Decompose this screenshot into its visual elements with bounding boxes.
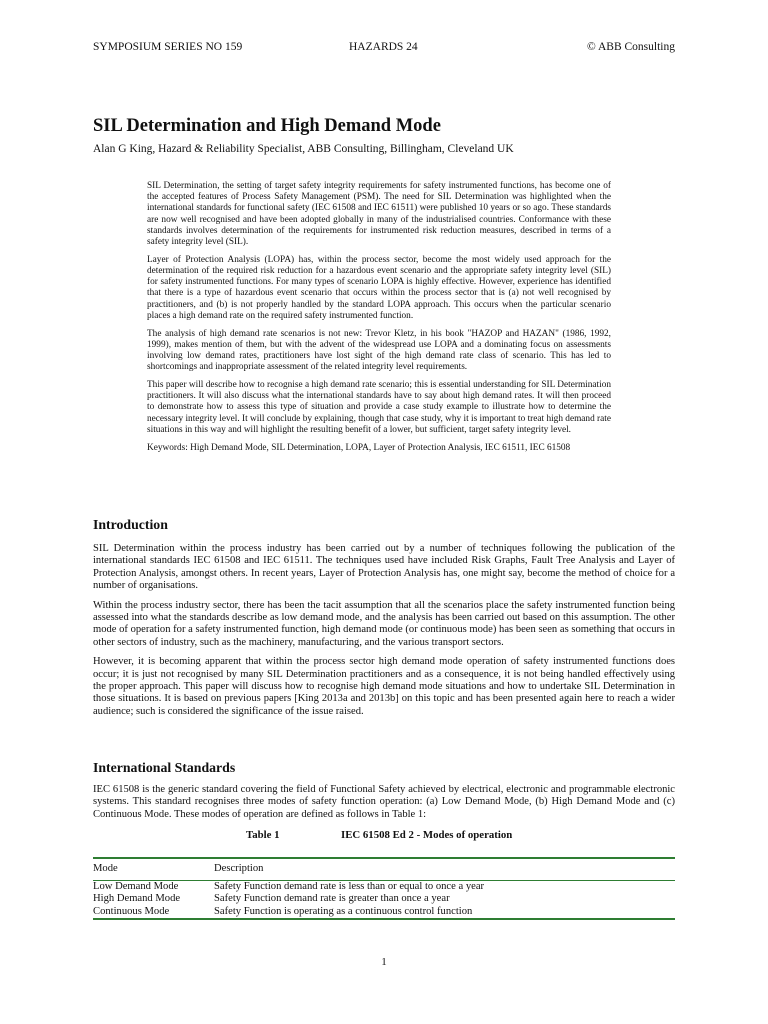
page-number: 1 [381,956,387,968]
header-conference: HAZARDS 24 [349,41,418,53]
abstract-paragraph: SIL Determination, the setting of target safety integrity requirements for safety instrumented functions, has become one of the accepted features of Process Safety Management (PSM). The need for SIL Determination was highlighted when the international standards for functional safety (IEC 61508 and IEC 61511) were published 10 years or so ago. These standards are now well recognised and have been adopted globally in many of the industrialised countries. Conformance with these standards involves determination of the requirements for instrumented risk reduction measures, described in terms of a safety integrity level (SIL). [147,181,611,248]
running-header [93,41,675,53]
header-copyright: © ABB Consulting [587,41,675,53]
body-paragraph: However, it is becoming apparent that within the process sector high demand mode operation of safety instrumented functions does occur; it is just not recognised by many SIL Determination practitioners and as a consequence, it is not being handled effectively using the proper approach. This paper will discuss how to recognise high demand mode situations and how to undertake SIL Determination in those situations. It is based on previous papers [King 2013a and 2013b] on this topic and has been presented again here to reach a wider audience; such is considered the significance of the issue raised. [93,656,675,717]
table-row [93,906,675,919]
column-header-mode: Mode [93,863,118,874]
introduction-body [93,543,675,725]
table-title: IEC 61508 Ed 2 - Modes of operation [341,829,513,841]
column-header-description: Description [214,863,264,874]
section-heading-introduction: Introduction [93,517,168,532]
table-row [93,881,675,894]
abstract [147,181,611,461]
international-standards-body [93,784,675,828]
abstract-paragraph: The analysis of high demand rate scenarios is not new: Trevor Kletz, in his book "HAZOP and HAZAN" (1986, 1992, 1999), makes mention of them, but with the advent of the widespread use LOPA and a dominating focus on assessments involving low demand rates, practitioners have lost sight of the high demand rate class of scenario. This has led to shortcomings and inappropriate assessment of the related integrity level requirements. [147,328,611,373]
paper-title: SIL Determination and High Demand Mode [93,116,441,136]
author-line: Alan G King, Hazard & Reliability Specialist, ABB Consulting, Billingham, Cleveland UK [93,143,514,155]
table-number: Table 1 [246,829,280,841]
cell-mode: Continuous Mode [93,905,170,917]
keywords: Keywords: High Demand Mode, SIL Determination, LOPA, Layer of Protection Analysis, IEC 61511, IEC 61508 [147,443,571,454]
body-paragraph: SIL Determination within the process industry has been carried out by a number of techniques following the publication of the international standards IEC 61508 and IEC 61511. The techniques used have included Risk Graphs, Fault Tree Analysis and Layer of Protection Analysis, amongst others. In recent years, Layer of Protection Analysis has, one might say, become the method of choice for a number of organisations. [93,543,675,592]
table-row [93,893,675,905]
cell-description: Safety Function is operating as a continuous control function [214,905,473,917]
body-paragraph: IEC 61508 is the generic standard covering the field of Functional Safety achieved by electrical, electronic and programmable electronic systems. This standard recognises three modes of safety function operation: (a) Low Demand Mode, (b) High Demand Mode and (c) Continuous Mode. These modes of operation are defined as follows in Table 1: [93,784,675,820]
body-paragraph: Within the process industry sector, there has been the tacit assumption that all the scenarios place the safety instrumented function being assessed into what the standards describe as low demand mode, and the analysis has been carried out based on this assumption. The other mode of operation for a safety instrumented function, high demand mode (or continuous mode) has been seen as something that occurs in other sectors of industry, such as the machinery, manufacturing, and the various transport sectors. [93,599,675,648]
abstract-paragraph: Layer of Protection Analysis (LOPA) has, within the process sector, become the most widely used approach for the determination of the required risk reduction for a hazardous event scenario and the appropriate safety integrity level (SIL) for safety instrumented functions. For many types of scenario LOPA is highly effective. However, experience has identified that there is a type of hazardous event scenario that occurs within the process sector that is (a) not well recognised by practitioners, and (b) is not properly handled by the standard LOPA approach. This occurs when the particular scenario places a high demand rate on the required safety instrumented function. [147,254,611,321]
cell-description: Safety Function demand rate is greater than once a year [214,893,450,905]
section-heading-international-standards: International Standards [93,760,236,775]
table-header-row [93,858,675,881]
modes-table [93,857,675,920]
abstract-paragraph: This paper will describe how to recognise a high demand rate scenario; this is essential understanding for SIL Determination practitioners. It will also discuss what the international standards have to say about high demand rates. It will then proceed to demonstrate how to assess this type of situation and provide a case study example to illustrate how to determine the necessary integrity level. It will conclude by explaining, though that case study, why it is important to treat high demand rate situations in this way and will highlight the resulting benefit of a lower, but sufficient, target safety integrity level. [147,380,611,435]
cell-description: Safety Function demand rate is less than or equal to once a year [214,881,485,893]
header-series: SYMPOSIUM SERIES NO 159 [93,41,243,53]
cell-mode: Low Demand Mode [93,881,179,893]
cell-mode: High Demand Mode [93,893,181,905]
